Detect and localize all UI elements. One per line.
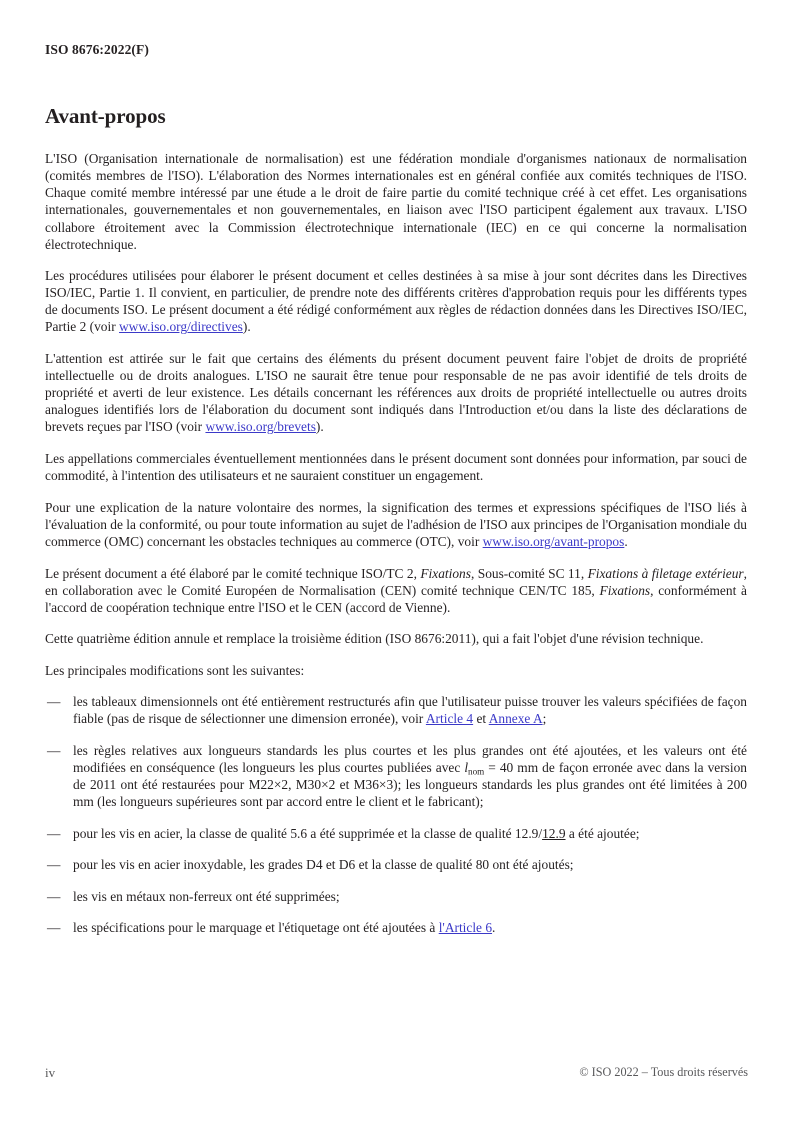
list-item-text-part: les spécifications pour le marquage et l'étiquetage ont été ajoutées à xyxy=(73,920,439,936)
list-item xyxy=(45,856,747,873)
em-dash-bullet-icon: — xyxy=(47,888,61,904)
page-content xyxy=(45,104,747,936)
subcommittee-title-filetage-exterieur: Fixations à filetage extérieur xyxy=(587,565,744,581)
variable-subscript: nom xyxy=(468,766,485,777)
copyright-notice: © ISO 2022 – Tous droits réservés xyxy=(579,1065,748,1079)
underlined-change-12-9: 12.9 xyxy=(542,825,566,841)
list-item-text-part: ; xyxy=(542,711,547,727)
paragraph-text-part: ). xyxy=(242,319,251,335)
em-dash-bullet-icon: — xyxy=(47,825,61,841)
link-annexe-a[interactable]: Annexe A xyxy=(488,711,543,727)
committee-title-fixations: Fixations xyxy=(420,565,471,581)
paragraph-text-part: L'attention est attirée sur le fait que certains des éléments du présent document peuvent faire l'objet de droits de propriété intellectuelle ou de droits analogues. L'ISO ne saurait être tenue pour responsable de ne pas avoir identifié de tels droits de propriété et averti de leur existence. Les détails concernant les références aux droits de propriété intellectuelle ou autres droits analogues identifiés lors de l'élaboration du document sont indiqués dans l'Introduction et/ou dans la liste des déclarations de brevets reçues par l'ISO (voir xyxy=(45,351,747,435)
paragraph-text-part: Les procédures utilisées pour élaborer le présent document et celles destinées à sa mise à jour sont décrites dans les Directives ISO/IEC, Partie 1. Il convient, en particulier, de prendre note des différents critères d'approbation requis pour les différents types de documents ISO. Le présent document a été rédigé conformément aux règles de rédaction données dans les Directives ISO/IEC, Partie 2 (voir xyxy=(45,268,747,335)
paragraph-edition-notice xyxy=(45,630,747,647)
paragraph-text-part: Le présent document a été élaboré par le comité technique ISO/TC 2, xyxy=(45,565,421,581)
page-footer xyxy=(45,1065,748,1083)
em-dash-bullet-icon: — xyxy=(47,742,61,758)
list-item-text-part: et xyxy=(473,711,489,727)
paragraph-text-part: . xyxy=(624,533,628,549)
paragraph-procedures xyxy=(45,267,747,335)
list-lead-in-text xyxy=(45,662,747,679)
list-item-text-part: = 40 mm de façon erronée avec dans la version de 2011 ont été restaurées pour M22×2, M30×2 et M36×3); les longueurs standards les plus grandes ont été limitées à 200 mm (les longueurs supérieures sont par accord entre le client et le fabricant); xyxy=(73,759,747,809)
paragraph-text-part: , conformément à l'accord de coopération technique entre l'ISO et le CEN (accord de Vienne). xyxy=(45,582,747,615)
lead-in-text: Les principales modifications sont les suivantes: xyxy=(45,662,305,678)
list-item-text-part: . xyxy=(492,920,496,936)
list-item xyxy=(45,888,747,905)
list-item xyxy=(45,693,747,727)
paragraph-wto-tbt xyxy=(45,499,747,550)
paragraph-text: Cette quatrième édition annule et remplace la troisième édition (ISO 8676:2011), qui a fait l'objet d'une révision technique. xyxy=(45,631,704,647)
running-head-standard-number: ISO 8676:2022(F) xyxy=(45,42,149,57)
paragraph-text-part: ). xyxy=(315,419,324,435)
page-number: iv xyxy=(45,1065,56,1080)
paragraph-patent-rights xyxy=(45,350,747,435)
list-item-text-part: a été ajoutée; xyxy=(565,825,640,841)
list-item-text-part: les règles relatives aux longueurs standards les plus courtes et les plus grandes ont été ajoutées, et les valeurs ont été modifiées en conséquence (les longueurs les plus courtes publiées avec xyxy=(73,742,747,775)
paragraph-iso-definition xyxy=(45,150,747,253)
paragraph-text-part: , en collaboration avec le Comité Européen de Normalisation (CEN) comité technique CEN/TC 185, xyxy=(45,565,748,598)
list-item-text: pour les vis en acier inoxydable, les grades D4 et D6 et la classe de qualité 80 ont été ajoutés; xyxy=(73,857,574,873)
em-dash-bullet-icon: — xyxy=(47,857,61,873)
variable-symbol: l xyxy=(464,759,469,775)
em-dash-bullet-icon: — xyxy=(47,920,61,936)
em-dash-bullet-icon: — xyxy=(47,693,61,709)
link-article-4[interactable]: Article 4 xyxy=(425,711,474,727)
variable-l-nom xyxy=(464,760,484,775)
list-item xyxy=(45,742,747,810)
list-item-text-part: les tableaux dimensionnels ont été entièrement restructurés afin que l'utilisateur puisse trouver les valeurs spécifiées de façon fiable (pas de risque de sélectionner une dimension erronée), voir xyxy=(73,693,747,727)
paragraph-text-part: , Sous-comité SC 11, xyxy=(470,565,588,581)
paragraph-committee xyxy=(45,565,747,616)
paragraph-text: L'ISO (Organisation internationale de normalisation) est une fédération mondiale d'organismes nationaux de normalisation (comités membres de l'ISO). L'élaboration des Normes internationales est en général confiée aux comités techniques de l'ISO. Chaque comité membre intéressé par une étude a le droit de faire partie du comité technique créé à cet effet. Les organisations internationales, gouvernementales et non gouvernementales, en liaison avec l'ISO participent également aux travaux. L'ISO collabore étroitement avec la Commission électrotechnique internationale (IEC) en ce qui concerne la normalisation électrotechnique. xyxy=(45,151,747,252)
paragraph-trade-names xyxy=(45,450,747,484)
link-iso-avant-propos[interactable]: www.iso.org/avant-propos xyxy=(482,533,625,549)
paragraph-text-part: Pour une explication de la nature volontaire des normes, la signification des termes et expressions spécifiques de l'ISO liés à l'évaluation de la conformité, ou pour toute information au sujet de l'adhésion de l'ISO aux principes de l'Organisation mondiale du commerce (OMC) concernant les obstacles techniques au commerce (OTC), voir xyxy=(45,499,747,549)
list-item xyxy=(45,919,747,936)
page-title: Avant-propos xyxy=(45,104,166,128)
link-iso-brevets[interactable]: www.iso.org/brevets xyxy=(205,419,316,435)
link-iso-directives[interactable]: www.iso.org/directives xyxy=(119,319,243,335)
list-item xyxy=(45,825,747,842)
paragraph-text: Les appellations commerciales éventuellement mentionnées dans le présent document sont données pour information, par souci de commodité, à l'intention des utilisateurs et ne sauraient constituer un engagement. xyxy=(45,451,747,484)
list-item-text: les vis en métaux non-ferreux ont été supprimées; xyxy=(73,888,340,904)
link-article-6[interactable]: l'Article 6 xyxy=(438,920,493,936)
cen-committee-title-fixations: Fixations xyxy=(599,582,651,598)
list-item-text-part: pour les vis en acier, la classe de qualité 5.6 a été supprimée et la classe de qualité 12.9/ xyxy=(73,825,543,841)
modifications-list xyxy=(45,693,747,936)
